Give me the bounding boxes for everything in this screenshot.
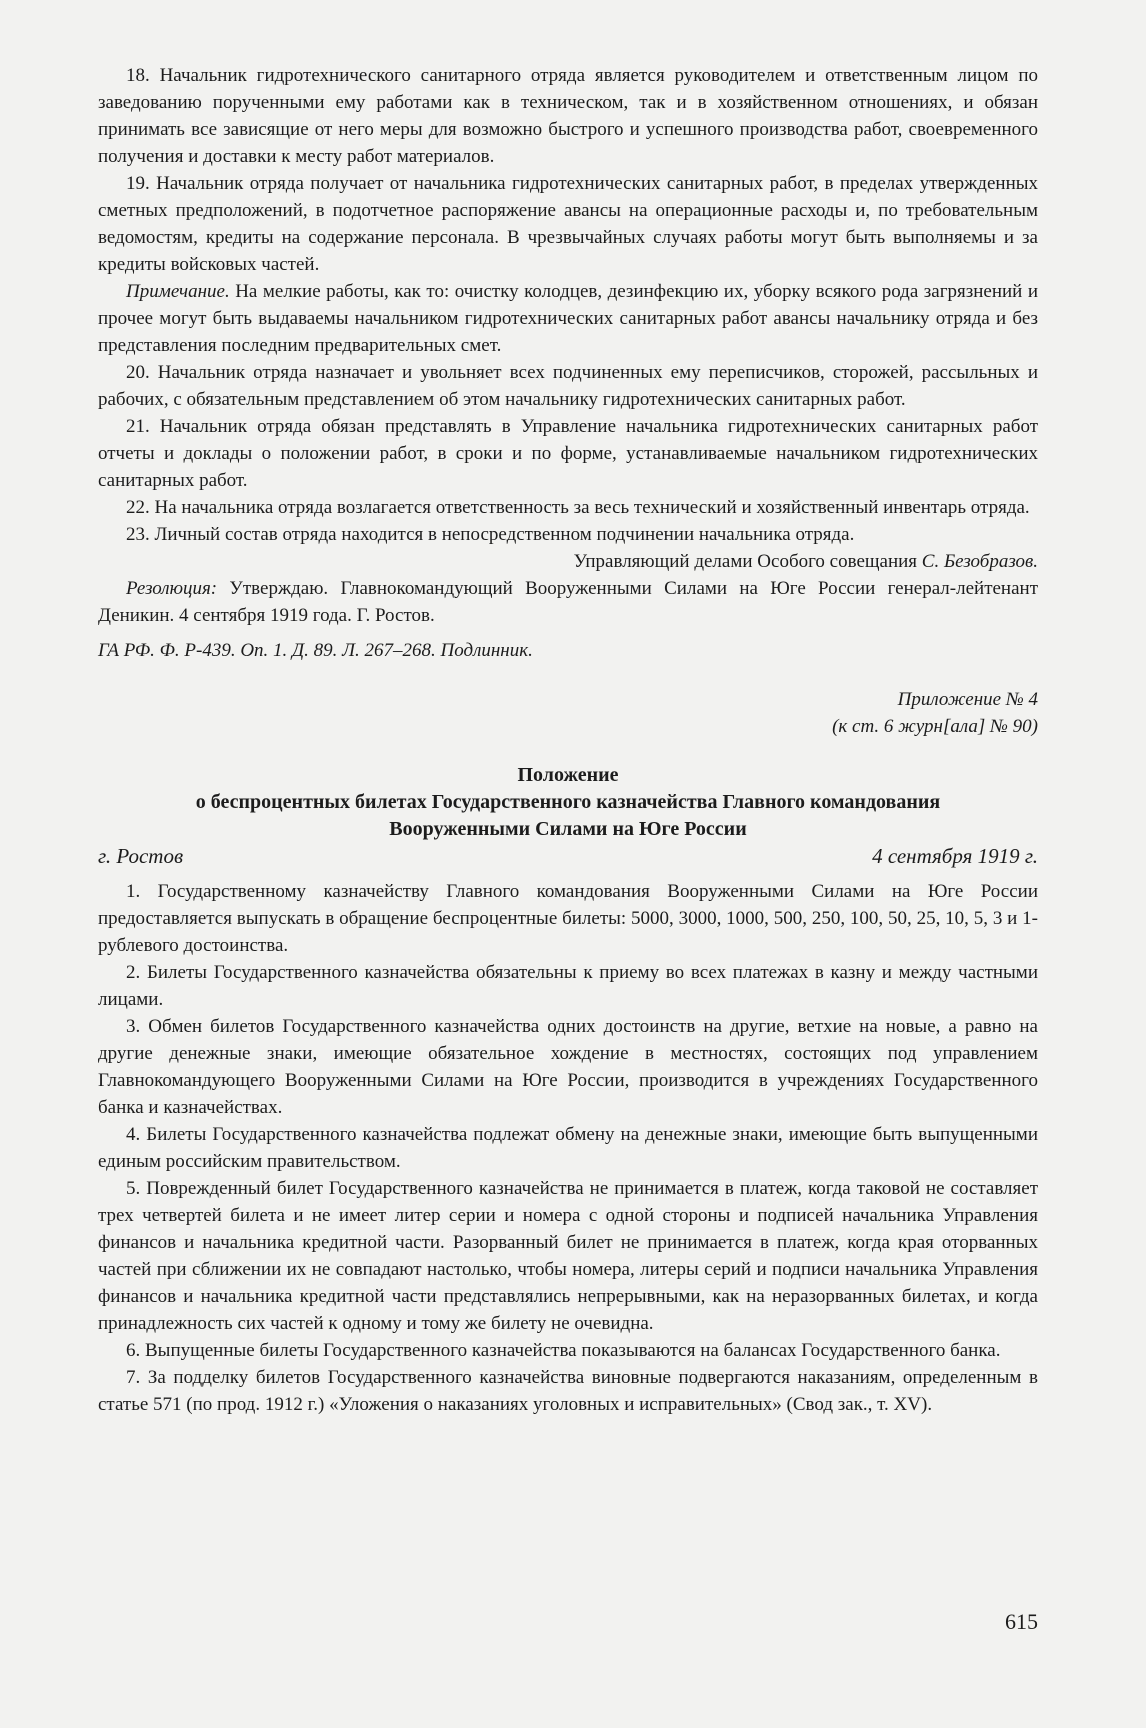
- resolution-label: Резолюция:: [126, 578, 218, 599]
- resolution-text: Утверждаю. Главнокомандующий Вооруженными Силами на Юге России генерал-лейтенант Деникин. 4 сентября 1919 года. Г. Ростов.: [98, 578, 1038, 626]
- appendix-reference: (к ст. 6 журн[ала] № 90): [832, 716, 1038, 737]
- heading-title: Положение: [517, 764, 619, 786]
- article-6: 6. Выпущенные билеты Государственного казначейства показываются на балансах Государственного банка.: [126, 1340, 1001, 1361]
- note-text: На мелкие работы, как то: очистку колодцев, дезинфекцию их, уборку всякого рода загрязнений и прочее могут быть выдаваемы начальником гидротехнических санитарных работ авансы начальнику отряда и без представления последним предварительных смет.: [98, 281, 1038, 356]
- archive-reference: ГА РФ. Ф. Р-439. Оп. 1. Д. 89. Л. 267–268. Подлинник.: [98, 640, 533, 661]
- article-1: 1. Государственному казначейству Главного командования Вооруженными Силами на Юге России предоставляется выпускать в обращение беспроцентные билеты: 5000, 3000, 1000, 500, 250, 100, 50, 25, 10, 5, 3 и 1-рублевого достоинства.: [98, 881, 1038, 956]
- paragraph-23: 23. Личный состав отряда находится в непосредственном подчинении начальника отряда.: [126, 524, 855, 545]
- place-date-line: [98, 843, 1038, 870]
- appendix-number: Приложение № 4: [897, 689, 1038, 710]
- article-3: 3. Обмен билетов Государственного казначейства одних достоинств на другие, ветхие на новые, а равно на другие денежные знаки, имеющие обязательное хождение в местностях, состоящих под управлением Главнокомандующего Вооруженными Силами на Юге России, производится в учреждениях Государственного банка и казначействах.: [98, 1016, 1038, 1118]
- note-label: Примечание.: [126, 281, 230, 302]
- place: г. Ростов: [98, 844, 184, 868]
- signature-name: С. Безобразов.: [921, 551, 1038, 572]
- note-paragraph: [98, 278, 1038, 359]
- document-page: [98, 62, 1038, 1418]
- article-2: 2. Билеты Государственного казначейства обязательны к приему во всех платежах в казну и между частными лицами.: [98, 962, 1038, 1010]
- resolution-paragraph: [98, 575, 1038, 629]
- page-number: 615: [1005, 1609, 1038, 1634]
- article-4: 4. Билеты Государственного казначейства подлежат обмену на денежные знаки, имеющие быть выпущенными единым российским правительством.: [98, 1124, 1038, 1172]
- paragraph-22: 22. На начальника отряда возлагается ответственность за весь технический и хозяйственный инвентарь отряда.: [126, 497, 1030, 518]
- paragraph-18: 18. Начальник гидротехнического санитарного отряда является руководителем и ответственным лицом по заведованию порученными ему работами как в техническом, так и в хозяйственном отношениях, и обязан принимать все зависящие от него меры для возможно быстрого и успешного производства работ, своевременного получения и доставки к месту работ материалов.: [98, 65, 1038, 167]
- article-7: 7. За подделку билетов Государственного казначейства виновные подвергаются наказаниям, определенным в статье 571 (по прод. 1912 г.) «Уложения о наказаниях уголовных и исправительных» (Свод зак., т. XV).: [98, 1367, 1038, 1415]
- heading-subtitle-1: о беспроцентных билетах Государственного казначейства Главного командования: [195, 791, 941, 813]
- paragraph-21: 21. Начальник отряда обязан представлять в Управление начальника гидротехнических санитарных работ отчеты и доклады о положении работ, в сроки и по форме, устанавливаемые начальником гидротехнических санитарных работ.: [98, 416, 1038, 491]
- signature-role: Управляющий делами Особого совещания: [573, 551, 922, 572]
- paragraph-20: 20. Начальник отряда назначает и увольняет всех подчиненных ему переписчиков, сторожей, рассыльных и рабочих, с обязательным представлением об этом начальнику гидротехнических санитарных работ.: [98, 362, 1038, 410]
- paragraph-19: 19. Начальник отряда получает от начальника гидротехнических санитарных работ, в пределах утвержденных сметных предположений, в подотчетное распоряжение авансы на операционные расходы и, по требовательным ведомостям, кредиты на содержание персонала. В чрезвычайных случаях работы могут быть выполняемы и за кредиты войсковых частей.: [98, 173, 1038, 275]
- article-5: 5. Поврежденный билет Государственного казначейства не принимается в платеж, когда таковой не составляет трех четвертей билета и не имеет литер серии и номера с одной стороны и подписей начальника Управления финансов и начальника кредитной части. Разорванный билет не принимается в платеж, когда края оторванных частей при сближении их не совпадают настолько, чтобы номера, литеры серий и подписи начальника Управления финансов и начальника кредитной части представлялись непрерывными, как на неразорванных билетах, и когда принадлежность сих частей к одному и тому же билету не очевидна.: [98, 1178, 1038, 1334]
- signature-line: [98, 548, 1038, 575]
- heading-subtitle-2: Вооруженными Силами на Юге России: [389, 818, 747, 840]
- date: 4 сентября 1919 г.: [872, 844, 1038, 868]
